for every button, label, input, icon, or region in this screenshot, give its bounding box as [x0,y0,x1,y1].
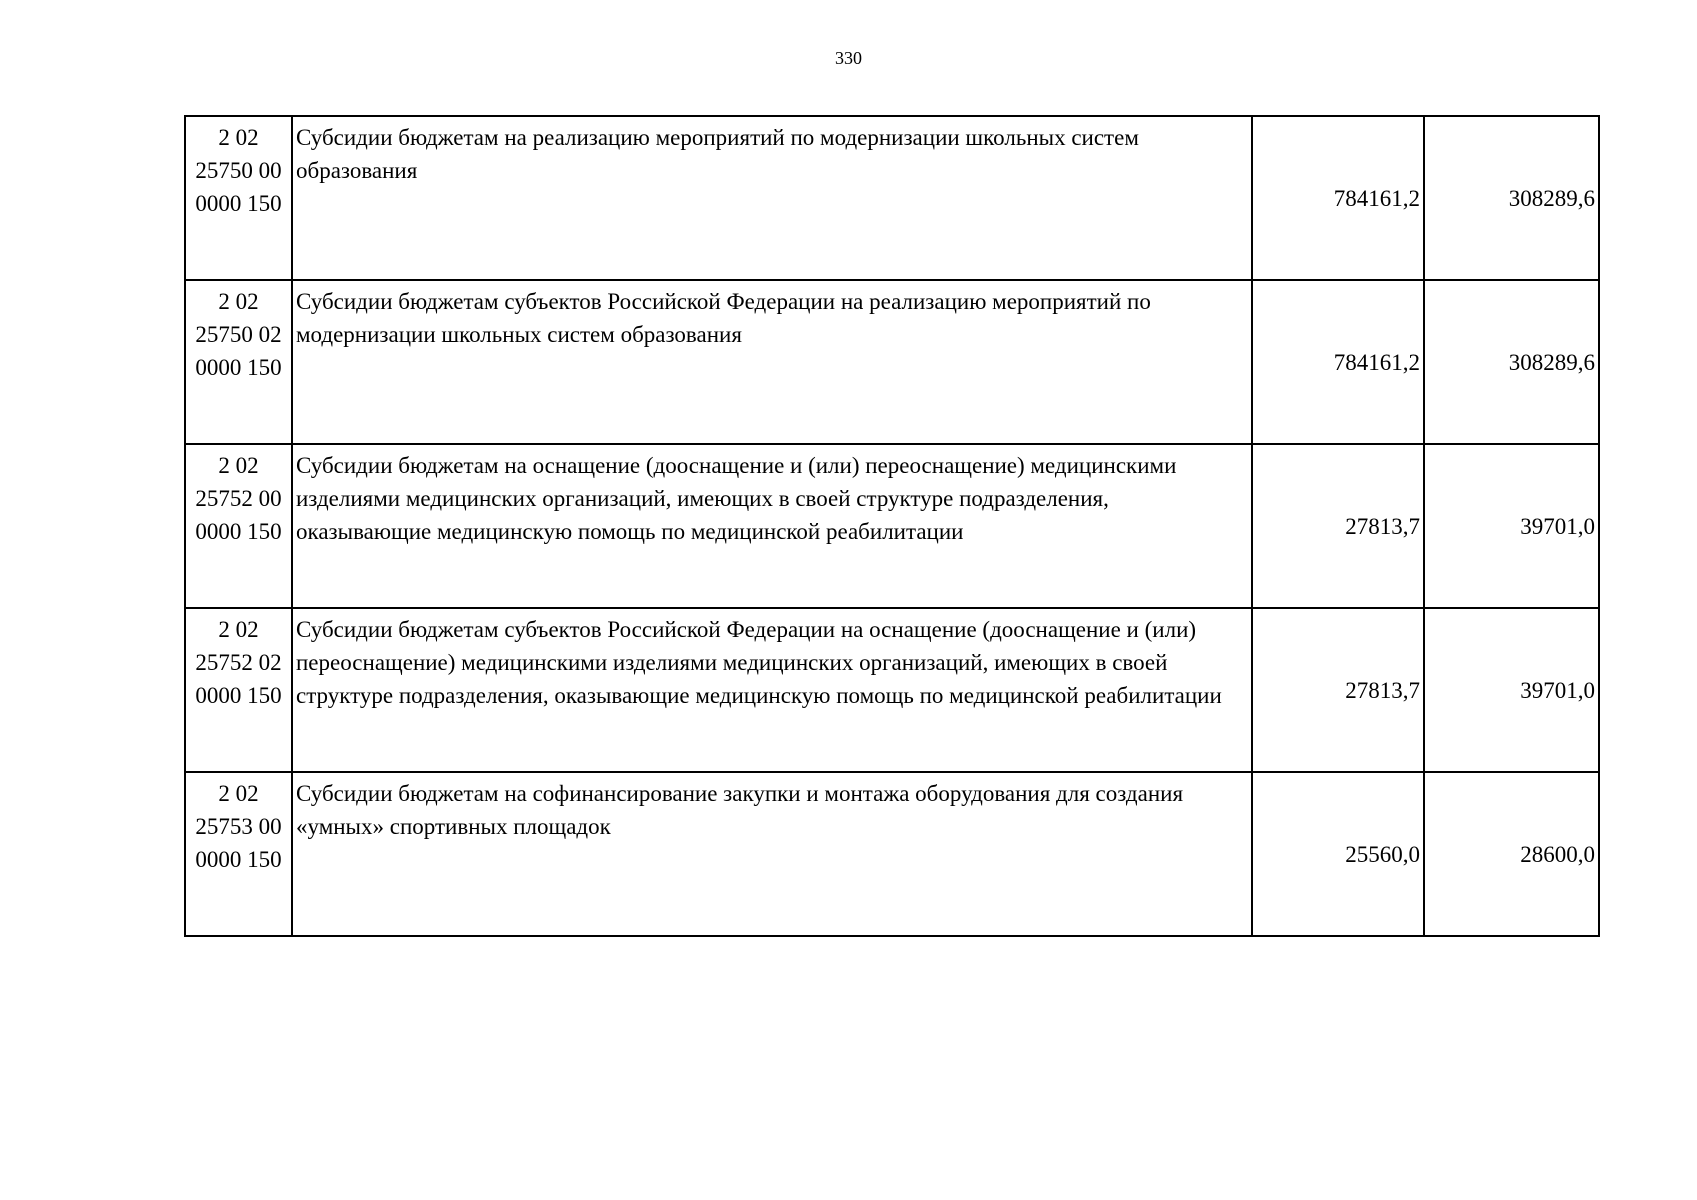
amount-cell-1: 27813,7 [1252,608,1424,772]
budget-table [184,115,1600,937]
amount-cell-2: 39701,0 [1424,608,1599,772]
subsidy-name-cell: Субсидии бюджетам на реализацию мероприятий по модернизации школьных систем образования [292,116,1252,280]
amount-cell-1: 25560,0 [1252,772,1424,936]
budget-code-cell: 2 02 25752 00 0000 150 [185,444,292,608]
table-row [185,772,1599,936]
budget-code-cell: 2 02 25753 00 0000 150 [185,772,292,936]
table-row [185,444,1599,608]
subsidy-name-cell: Субсидии бюджетам на софинансирование закупки и монтажа оборудования для создания «умных» спортивных площадок [292,772,1252,936]
subsidy-name-cell: Субсидии бюджетам на оснащение (дооснащение и (или) переоснащение) медицинскими изделиями медицинских организаций, имеющих в своей структуре подразделения, оказывающие медицинскую помощь по медицинской реабилитации [292,444,1252,608]
subsidy-name-cell: Субсидии бюджетам субъектов Российской Федерации на оснащение (дооснащение и (или) переоснащение) медицинскими изделиями медицинских организаций, имеющих в своей структуре подразделения, оказывающие медицинскую помощь по медицинской реабилитации [292,608,1252,772]
table-row [185,280,1599,444]
amount-cell-2: 28600,0 [1424,772,1599,936]
budget-code-cell: 2 02 25752 02 0000 150 [185,608,292,772]
amount-cell-1: 784161,2 [1252,116,1424,280]
amount-cell-1: 784161,2 [1252,280,1424,444]
amount-cell-2: 308289,6 [1424,116,1599,280]
page-number: 330 [835,48,862,68]
amount-cell-2: 308289,6 [1424,280,1599,444]
budget-code-cell: 2 02 25750 00 0000 150 [185,116,292,280]
table-row [185,116,1599,280]
budget-code-cell: 2 02 25750 02 0000 150 [185,280,292,444]
subsidy-name-cell: Субсидии бюджетам субъектов Российской Федерации на реализацию мероприятий по модернизации школьных систем образования [292,280,1252,444]
table-row [185,608,1599,772]
amount-cell-2: 39701,0 [1424,444,1599,608]
amount-cell-1: 27813,7 [1252,444,1424,608]
